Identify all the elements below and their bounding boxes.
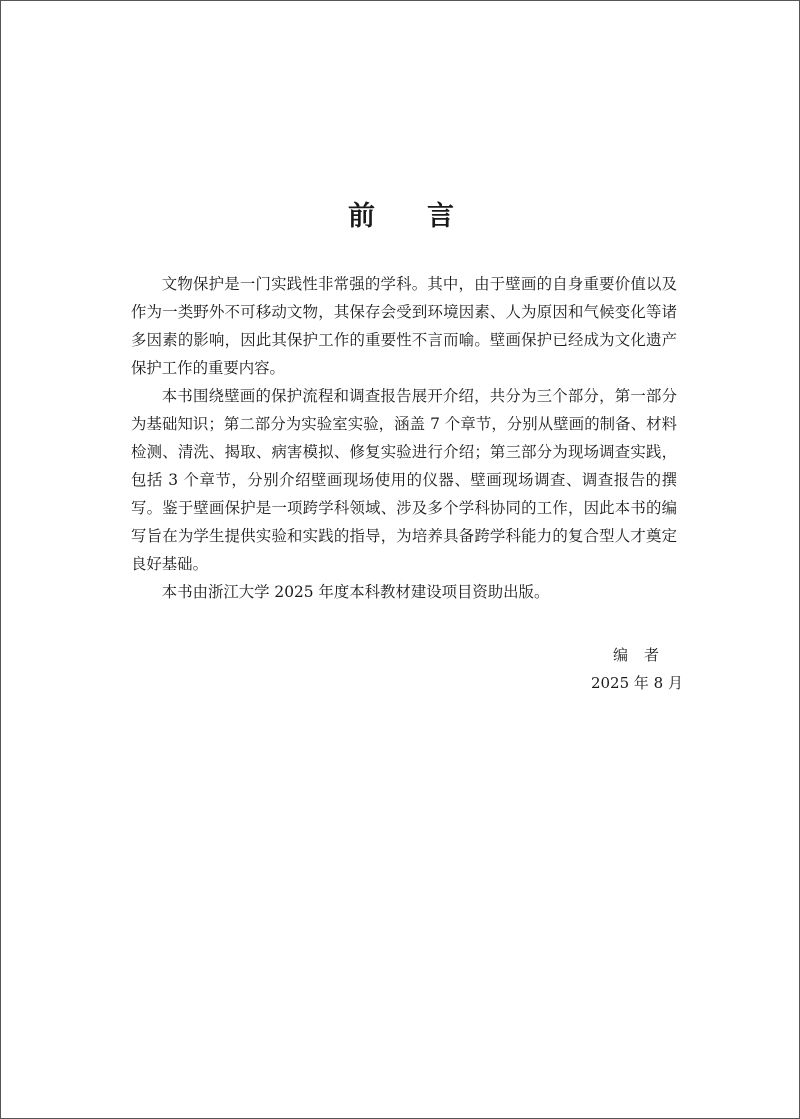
signature-date: 2025 年 8 月 — [590, 674, 683, 692]
paragraph: 本书围绕壁画的保护流程和调查报告展开介绍，共分为三个部分，第一部分为基础知识；第二部分为实验室实验，涵盖 7 个章节，分别从壁画的制备、材料检测、清洗、揭取、病害模拟、修复实验进行介绍；第三部分为现场调查实践，包括 3 个章节，分别介绍壁画现场使用的仪器、壁画现场调查、调查报告的撰写。鉴于壁画保护是一项跨学科领域、涉及多个学科协同的工作，因此本书的编写旨在为学生提供实验和实践的指导，为培养具备跨学科能力的复合型人才奠定良好基础。 — [131, 387, 677, 573]
signature-block — [581, 641, 691, 697]
paragraph: 本书由浙江大学 2025 年度本科教材建设项目资助出版。 — [161, 583, 550, 601]
page-title: 前言 — [348, 201, 506, 232]
preface-body — [131, 270, 677, 606]
author-signature: 编者 — [612, 646, 675, 664]
paragraph: 文物保护是一门实践性非常强的学科。其中，由于壁画的自身重要价值以及作为一类野外不可移动文物，其保存会受到环境因素、人为原因和气候变化等诸多因素的影响，因此其保护工作的重要性不言而喻。壁画保护已经成为文化遗产保护工作的重要内容。 — [131, 275, 677, 377]
